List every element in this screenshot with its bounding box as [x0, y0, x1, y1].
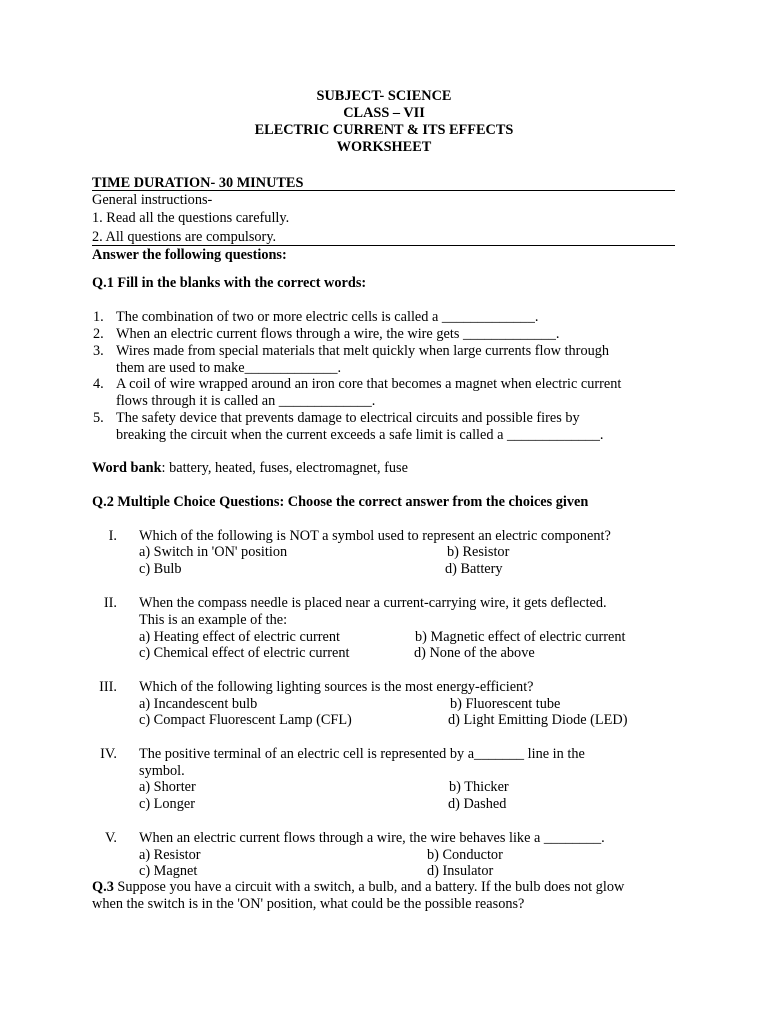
- divider-rule: [92, 245, 675, 246]
- q1-title: Q.1 Fill in the blanks with the correct words:: [92, 275, 367, 291]
- q1-item-text: them are used to make_____________.: [116, 360, 342, 376]
- q2-option: a) Shorter: [139, 779, 196, 795]
- q2-option: d) Insulator: [427, 863, 494, 879]
- q1-item-number: 5.: [93, 410, 104, 426]
- q2-option: d) None of the above: [414, 645, 535, 661]
- topic-heading: ELECTRIC CURRENT & ITS EFFECTS: [254, 122, 514, 138]
- q2-item-text: This is an example of the:: [139, 612, 288, 628]
- q1-item-text: A coil of wire wrapped around an iron core that becomes a magnet when electric current: [116, 376, 622, 392]
- q3-text: Suppose you have a circuit with a switch, a bulb, and a battery. If the bulb does not glow: [113, 879, 625, 895]
- q2-option: c) Magnet: [139, 863, 198, 879]
- answer-heading: Answer the following questions:: [92, 247, 287, 263]
- q2-option: b) Fluorescent tube: [450, 696, 561, 712]
- q2-option: a) Heating effect of electric current: [139, 629, 340, 645]
- q1-item-number: 4.: [93, 376, 104, 392]
- q2-option: b) Resistor: [447, 544, 510, 560]
- q2-item-text: symbol.: [139, 763, 185, 779]
- q2-option: a) Incandescent bulb: [139, 696, 258, 712]
- q2-item-text: When the compass needle is placed near a current-carrying wire, it gets deflected.: [139, 595, 607, 611]
- class-heading: CLASS – VII: [343, 105, 425, 121]
- q2-item-number: V.: [104, 830, 117, 846]
- q2-option: a) Resistor: [139, 847, 201, 863]
- time-duration: TIME DURATION- 30 MINUTES: [92, 175, 304, 191]
- q3-text-line: [92, 879, 624, 896]
- worksheet-heading: WORKSHEET: [336, 139, 432, 155]
- q1-item-text: When an electric current flows through a wire, the wire gets _____________.: [116, 326, 560, 342]
- q1-item-text: The combination of two or more electric cells is called a _____________.: [116, 309, 539, 325]
- q3-label: Q.3: [92, 879, 114, 895]
- q2-option: b) Conductor: [427, 847, 503, 863]
- q2-option: a) Switch in 'ON' position: [139, 544, 288, 560]
- q2-option: d) Dashed: [448, 796, 507, 812]
- q2-option: b) Magnetic effect of electric current: [415, 629, 626, 645]
- word-bank-label: Word bank: [92, 460, 162, 476]
- q2-item-text: Which of the following lighting sources is the most energy-efficient?: [139, 679, 534, 695]
- q2-item-number: II.: [103, 595, 117, 611]
- q2-option: c) Chemical effect of electric current: [139, 645, 350, 661]
- q1-item-text: breaking the circuit when the current exceeds a safe limit is called a _____________.: [116, 427, 604, 443]
- q2-option: d) Light Emitting Diode (LED): [448, 712, 628, 728]
- q1-item-number: 1.: [93, 309, 104, 325]
- divider-rule: [92, 190, 675, 191]
- q1-item-number: 2.: [93, 326, 104, 342]
- q2-option: c) Compact Fluorescent Lamp (CFL): [139, 712, 352, 728]
- q2-option: c) Bulb: [139, 561, 182, 577]
- word-bank-words: : battery, heated, fuses, electromagnet, fuse: [161, 460, 408, 476]
- q1-item-number: 3.: [93, 343, 104, 359]
- q1-item-text: flows through it is called an _____________.: [116, 393, 376, 409]
- instruction-item: 2. All questions are compulsory.: [92, 229, 277, 245]
- subject-heading: SUBJECT- SCIENCE: [316, 88, 452, 104]
- q3-text-line: when the switch is in the 'ON' position, what could be the possible reasons?: [92, 896, 525, 912]
- q2-item-number: III.: [99, 679, 117, 695]
- q2-option: c) Longer: [139, 796, 195, 812]
- q2-item-text: When an electric current flows through a wire, the wire behaves like a ________.: [139, 830, 605, 846]
- word-bank: [92, 460, 408, 477]
- q2-option: b) Thicker: [449, 779, 509, 795]
- q2-item-number: IV.: [100, 746, 117, 762]
- q2-item-number: I.: [108, 528, 117, 544]
- q1-item-text: The safety device that prevents damage to electrical circuits and possible fires by: [116, 410, 580, 426]
- q2-item-text: Which of the following is NOT a symbol used to represent an electric component?: [139, 528, 611, 544]
- instruction-item: 1. Read all the questions carefully.: [92, 210, 290, 226]
- q2-title: Q.2 Multiple Choice Questions: Choose the correct answer from the choices given: [92, 494, 589, 510]
- instructions-title: General instructions-: [92, 192, 213, 208]
- q1-item-text: Wires made from special materials that melt quickly when large currents flow through: [116, 343, 610, 359]
- q2-item-text: The positive terminal of an electric cell is represented by a_______ line in the: [139, 746, 585, 762]
- q2-option: d) Battery: [445, 561, 503, 577]
